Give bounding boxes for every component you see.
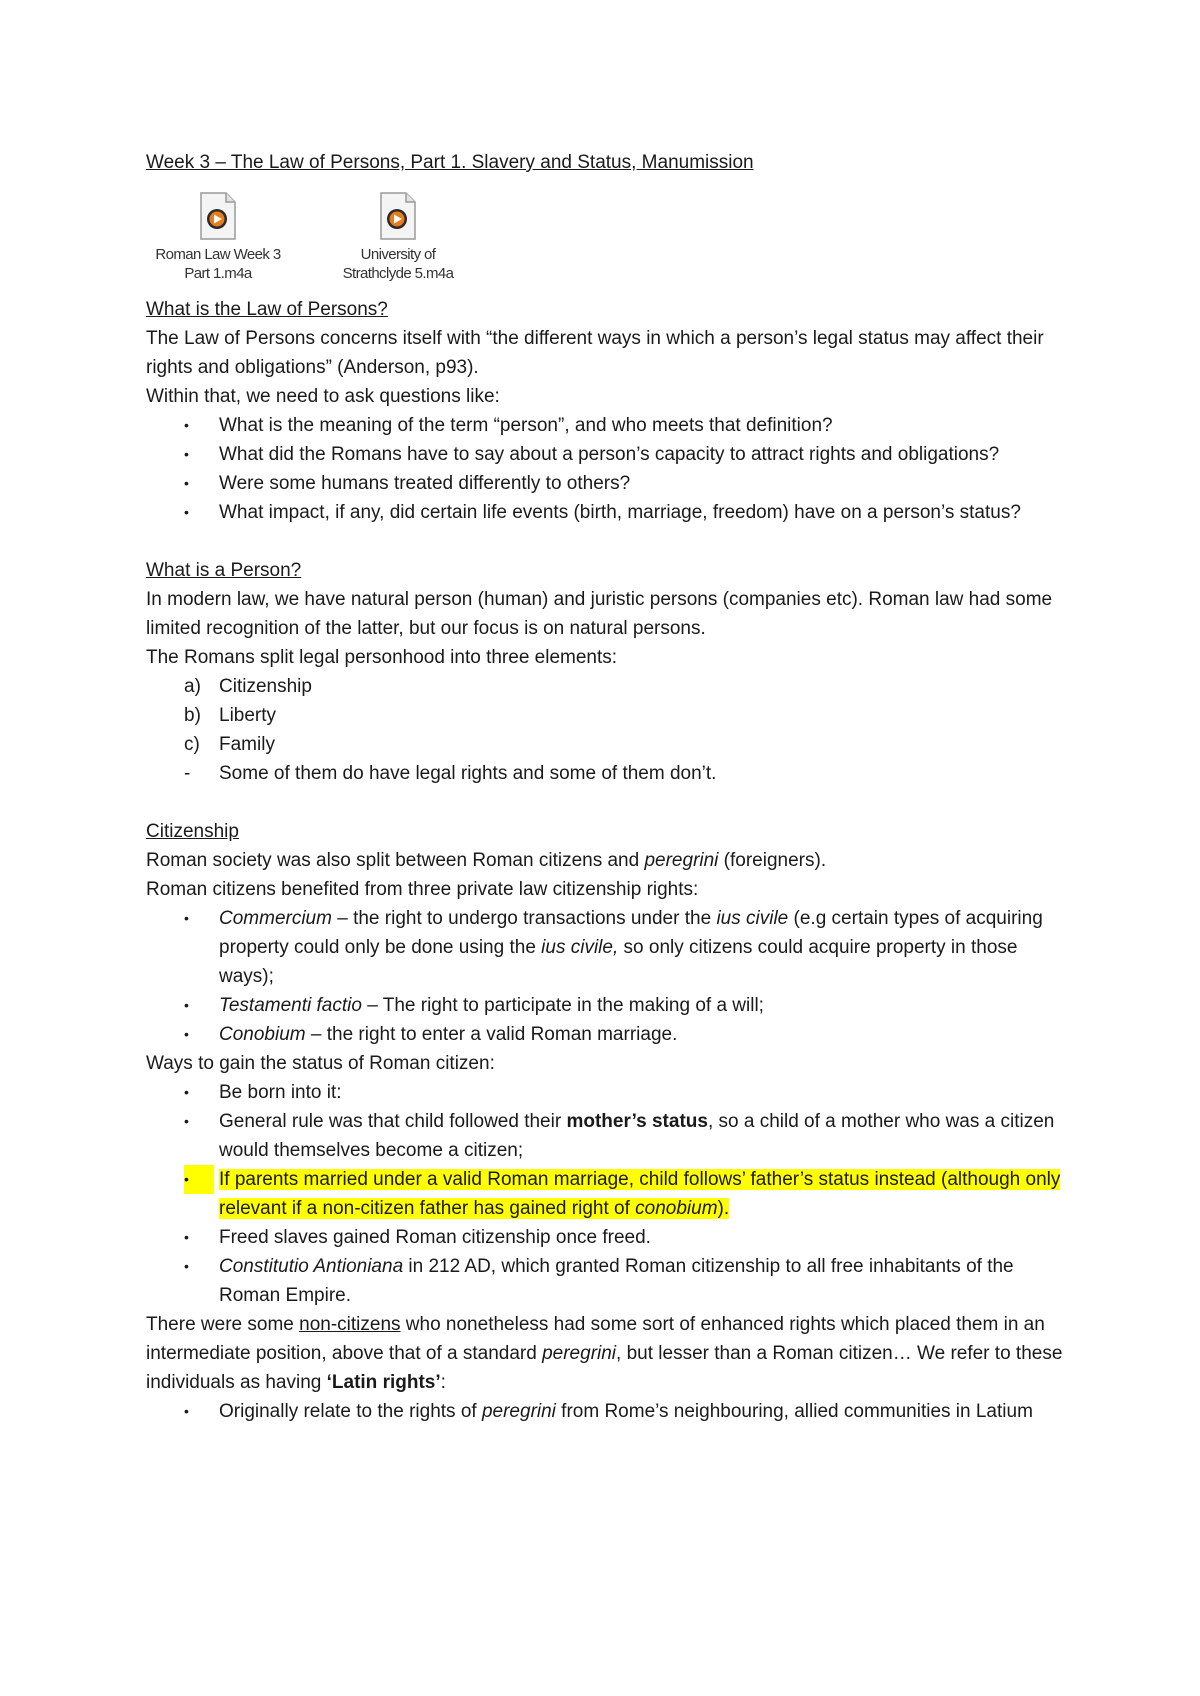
bullet-icon: • bbox=[184, 1403, 189, 1419]
paragraph: Ways to gain the status of Roman citizen: bbox=[146, 1053, 495, 1074]
list-item: • General rule was that child followed their mother’s status, so a child of a mother who was a citizen would themselves become a citizen; bbox=[146, 1107, 1076, 1165]
attachment-label: University of Strathclyde 5.m4a bbox=[342, 246, 454, 282]
bullet-list bbox=[146, 904, 1076, 1049]
list-item: • Originally relate to the rights of peregrini from Rome’s neighbouring, allied communities in Latium bbox=[146, 1397, 1076, 1426]
paragraph: Within that, we need to ask questions like: bbox=[146, 386, 500, 407]
list-item: • Constitutio Antioniana in 212 AD, which granted Roman citizenship to all free inhabitants of the Roman Empire. bbox=[146, 1252, 1076, 1310]
paragraph: The Law of Persons concerns itself with “the different ways in which a person’s legal status may affect their rights and obligations” (Anderson, p93). bbox=[146, 328, 1044, 378]
bullet-icon: • bbox=[184, 1026, 189, 1042]
bullet-icon: • bbox=[184, 1165, 214, 1194]
bullet-icon: • bbox=[184, 1084, 189, 1100]
list-item: • Conobium – the right to enter a valid Roman marriage. bbox=[146, 1020, 1076, 1049]
bullet-icon: • bbox=[184, 910, 189, 926]
attachment-audio-2[interactable] bbox=[328, 191, 468, 295]
attachment-label: Roman Law Week 3 Part 1.m4a bbox=[155, 246, 281, 282]
bullet-icon: • bbox=[184, 417, 189, 433]
list-marker: a) bbox=[184, 676, 201, 697]
audio-file-icon bbox=[198, 191, 238, 241]
paragraph: There were some non-citizens who nonetheless had some sort of enhanced rights which placed them in an intermediate position, above that of a standard peregrini, but lesser than a Roman citizen… We refer to these individuals as having ‘Latin rights’: bbox=[146, 1314, 1063, 1393]
list-item: - Some of them do have legal rights and some of them don’t. bbox=[146, 759, 1076, 788]
document-title: Week 3 – The Law of Persons, Part 1. Slavery and Status, Manumission bbox=[146, 152, 754, 173]
bullet-icon: • bbox=[184, 997, 189, 1013]
paragraph: Roman society was also split between Roman citizens and peregrini (foreigners). bbox=[146, 850, 827, 871]
list-item: • Testamenti factio – The right to participate in the making of a will; bbox=[146, 991, 1076, 1020]
list-item: • Commercium – the right to undergo transactions under the ius civile (e.g certain types of acquiring property could only be done using the ius civile, so only citizens could acquire property in those ways); bbox=[146, 904, 1076, 991]
document-page bbox=[146, 148, 1076, 1426]
bullet-icon: • bbox=[184, 1258, 189, 1274]
paragraph: The Romans split legal personhood into three elements: bbox=[146, 647, 618, 668]
bullet-list bbox=[146, 411, 1076, 527]
bullet-list bbox=[146, 1397, 1076, 1426]
list-item: • What is the meaning of the term “person”, and who meets that definition? bbox=[146, 411, 1076, 440]
section-citizenship bbox=[146, 817, 1076, 1426]
list-item: b) Liberty bbox=[146, 701, 1076, 730]
section-heading: What is a Person? bbox=[146, 560, 302, 581]
list-item: a) Citizenship bbox=[146, 672, 1076, 701]
bullet-icon: • bbox=[184, 1113, 189, 1129]
bullet-icon: • bbox=[184, 504, 189, 520]
section-heading: What is the Law of Persons? bbox=[146, 299, 388, 320]
list-marker: c) bbox=[184, 734, 200, 755]
attachments-row bbox=[148, 191, 1076, 295]
bullet-icon: • bbox=[184, 446, 189, 462]
list-item: • Were some humans treated differently to others? bbox=[146, 469, 1076, 498]
list-item: c) Family bbox=[146, 730, 1076, 759]
bullet-icon: • bbox=[184, 475, 189, 491]
audio-file-icon bbox=[378, 191, 418, 241]
list-item: • Be born into it: bbox=[146, 1078, 1076, 1107]
list-item: • What impact, if any, did certain life events (birth, marriage, freedom) have on a person’s status? bbox=[146, 498, 1076, 527]
list-marker: b) bbox=[184, 705, 201, 726]
highlighted-list-item: • If parents married under a valid Roman marriage, child follows’ father’s status instead (although only relevant if a non-citizen father has gained right of conobium). bbox=[146, 1165, 1076, 1223]
list-item: • Freed slaves gained Roman citizenship once freed. bbox=[146, 1223, 1076, 1252]
list-item: • What did the Romans have to say about a person’s capacity to attract rights and obligations? bbox=[146, 440, 1076, 469]
paragraph: In modern law, we have natural person (human) and juristic persons (companies etc). Roman law had some limited recognition of the latter, but our focus is on natural persons. bbox=[146, 589, 1053, 639]
section-law-of-persons bbox=[146, 295, 1076, 527]
paragraph: Roman citizens benefited from three private law citizenship rights: bbox=[146, 879, 699, 900]
lettered-list bbox=[146, 672, 1076, 788]
bullet-icon: • bbox=[184, 1229, 189, 1245]
attachment-audio-1[interactable] bbox=[148, 191, 288, 295]
bullet-list bbox=[146, 1078, 1076, 1310]
section-heading: Citizenship bbox=[146, 821, 239, 842]
section-what-is-a-person bbox=[146, 556, 1076, 788]
list-marker: - bbox=[184, 763, 191, 784]
